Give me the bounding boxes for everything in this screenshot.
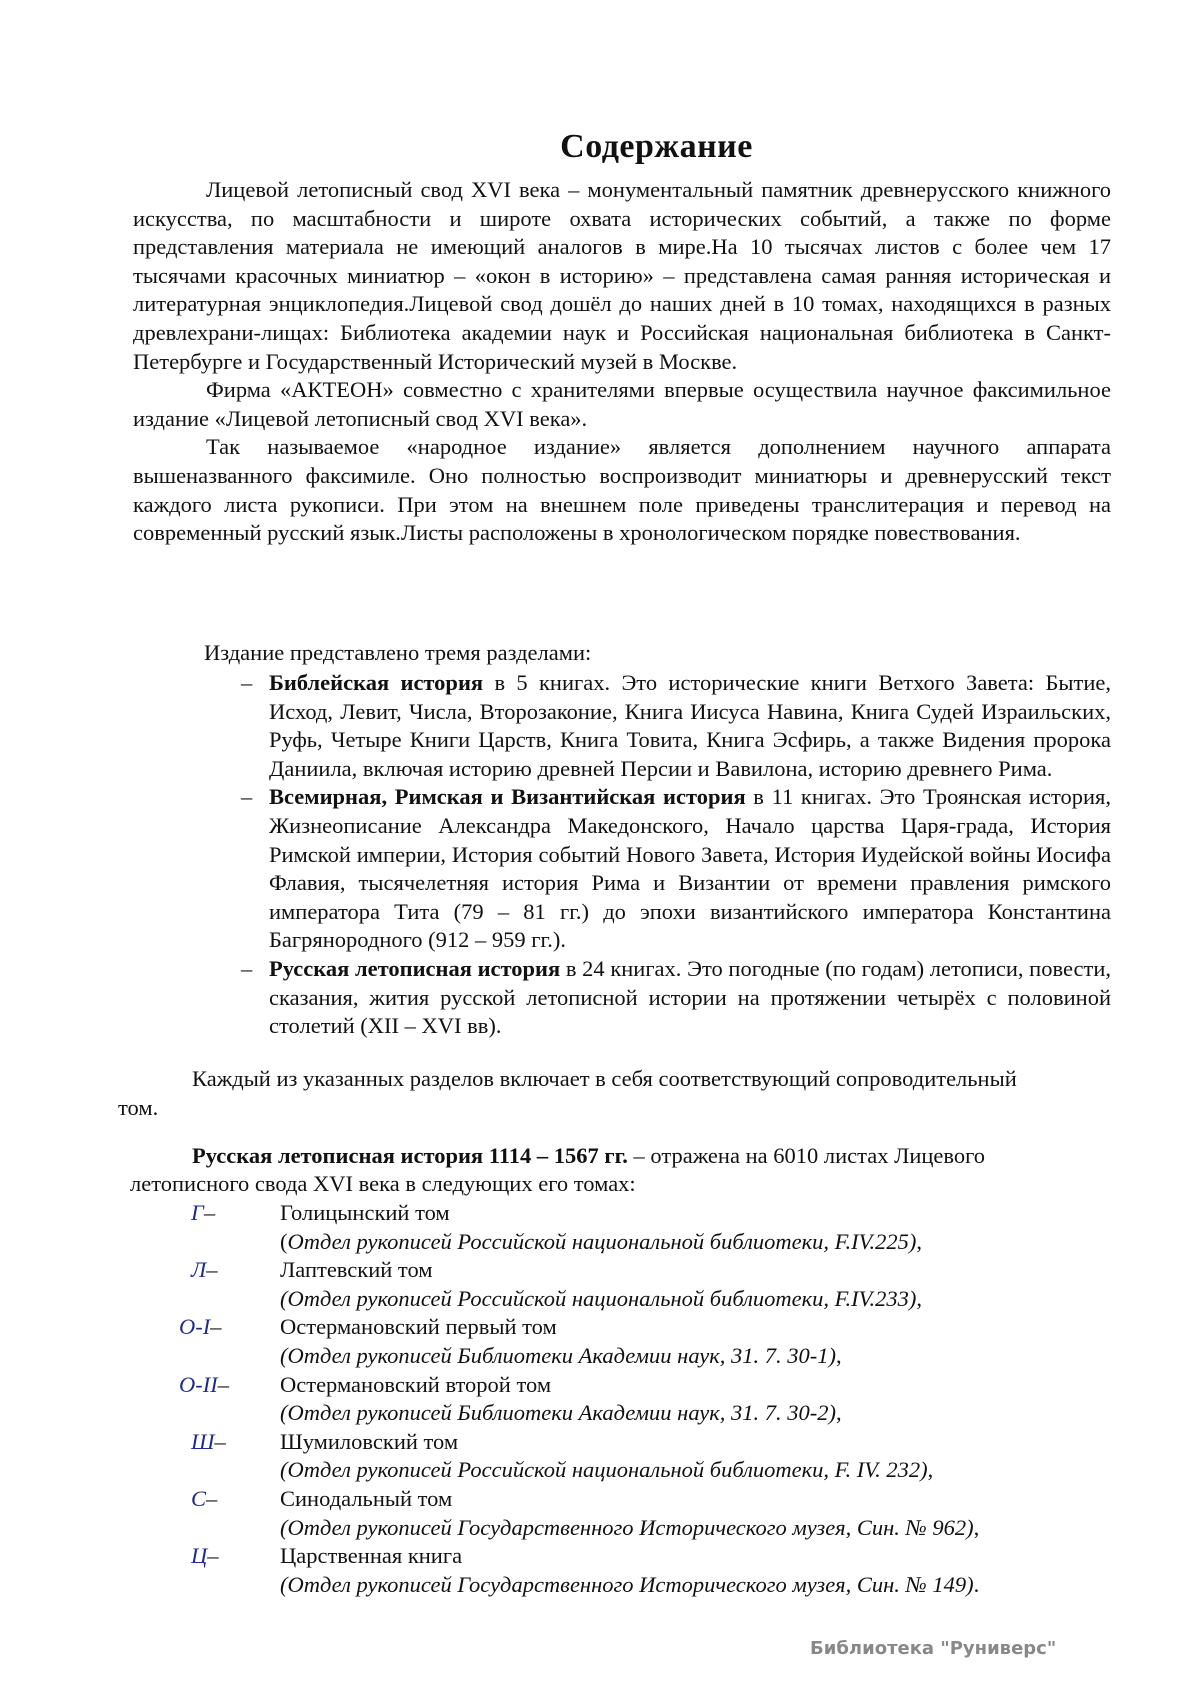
russian-history-title: Русская летописная история 1114 – 1567 гг.: [192, 1143, 628, 1168]
paragraph-folk-edition: Так называемое «народное издание» является дополнением научного аппарата вышеназванного факсимиле. Оно полностью воспроизводит миниатюры и древнерусский текст каждого листа рукописи. При этом на внешнем поле приведены транслитерация и перевод на современный русский язык.Листы расположены в хронологическом порядке повествования.: [133, 434, 1111, 546]
volume-code: Г–: [191, 1200, 216, 1225]
dash-bullet-icon: –: [241, 955, 253, 981]
volume-reference-row: [133, 1571, 1111, 1600]
section-description: в 11 книгах. Это Троянская история, Жизнеописание Александра Македонского, Начало царства Царя-града, История Римской империи, История событий Нового Завета, История Иудейской войны Иосифа Флавия, тысячелетняя история Рима и Византии от времени правления римского императора Тита (79 – 81 гг.) до эпохи византийского императора Константина Багрянородного (912 – 959 гг.).: [269, 784, 1112, 953]
paragraph-akteon: Фирма «АКТЕОН» совместно с хранителями впервые осуществила научное факсимильное издание «Лицевой летописный свод XVI века».: [133, 377, 1111, 431]
volume-reference-row: [133, 1456, 1111, 1485]
sections-note-line2: том.: [118, 1095, 159, 1120]
volume-reference-row: [133, 1342, 1111, 1371]
section-title: Всемирная, Римская и Византийская история: [269, 784, 746, 810]
sections-note-line1: Каждый из указанных разделов включает в себя соответствующий сопроводительный: [192, 1066, 1017, 1091]
volume-reference-row: [133, 1399, 1111, 1428]
volume-name: Остермановский второй том: [280, 1371, 552, 1397]
volume-reference: (Отдел рукописей Российской национальной библиотеки, F. IV. 232),: [280, 1457, 934, 1483]
volume-code: Л–: [191, 1257, 218, 1283]
volume-name: Царственная книга: [280, 1543, 463, 1569]
sections-intro: Издание представлено тремя разделами:: [204, 640, 592, 665]
volume-item: [133, 1371, 1111, 1400]
intro-text: [133, 176, 1111, 548]
volume-code: Ц–: [191, 1543, 219, 1569]
volume-reference: (Отдел рукописей Библиотеки Академии наук, 31. 7. 30-2),: [280, 1400, 842, 1426]
volume-reference-row: [133, 1228, 1111, 1257]
section-item-biblical: [241, 669, 1111, 783]
volume-reference: (Отдел рукописей Российской национальной библиотеки, F.IV.233),: [280, 1285, 922, 1311]
volume-code: С–: [191, 1485, 218, 1511]
volume-name: Остермановский первый том: [280, 1314, 557, 1340]
volume-code: Ш–: [191, 1428, 226, 1454]
russian-history-text: – отражена на 6010 листах Лицевого: [627, 1143, 986, 1168]
volume-reference-row: [133, 1285, 1111, 1314]
volume-item: [133, 1485, 1111, 1514]
volume-item: [133, 1313, 1111, 1342]
volume-reference: (Отдел рукописей Государственного Исторического музея, Син. № 149).: [280, 1571, 980, 1597]
footer-library-label: Библиотека "Руниверс": [810, 1638, 1057, 1659]
volume-code: О-II–: [179, 1371, 229, 1397]
volume-reference: (Отдел рукописей Государственного Исторического музея, Син. № 962),: [280, 1514, 980, 1540]
volume-reference-row: [133, 1514, 1111, 1543]
section-item-world-history: [241, 783, 1111, 955]
volume-name: Синодальный том: [280, 1485, 453, 1511]
section-title: Русская летописная история: [269, 955, 561, 981]
volume-item: [133, 1542, 1111, 1571]
volumes-list: [133, 1199, 1111, 1599]
sections-list: [241, 669, 1111, 1041]
dash-bullet-icon: –: [241, 670, 253, 695]
section-title: Библейская история: [269, 670, 484, 695]
volume-reference: (Отдел рукописей Библиотеки Академии наук, 31. 7. 30-1),: [280, 1342, 842, 1368]
section-description: в 24 книгах. Это погодные (по годам) летописи, повести, сказания, жития русской летописной истории на протяжении четырёх с половиной столетий (XII – XVI вв).: [269, 955, 1111, 1039]
russian-history-heading: [192, 1143, 985, 1169]
volume-item: [133, 1428, 1111, 1457]
section-item-russian-chronicle: [241, 955, 1111, 1041]
dash-bullet-icon: –: [241, 784, 253, 810]
volume-name: Шумиловский том: [280, 1428, 459, 1454]
volume-code: О-I–: [179, 1314, 222, 1340]
volume-name: Лаптевский том: [280, 1257, 433, 1283]
section-description: в 5 книгах. Это исторические книги Ветхого Завета: Бытие, Исход, Левит, Числа, Второзаконие, Книга Иисуса Навина, Книга Судей Израильских, Руфь, Четыре Книги Царств, Книга Товита, Книга Эсфирь, а также Видения пророка Даниила, включая историю древней Персии и Вавилона, историю древнего Рима.: [269, 670, 1111, 781]
russian-history-continuation: летописного свода XVI века в следующих его томах:: [130, 1171, 636, 1196]
volume-item: [133, 1256, 1111, 1285]
volume-reference: (Отдел рукописей Российской национальной библиотеки, F.IV.225),: [280, 1228, 922, 1254]
volume-item: [133, 1199, 1111, 1228]
page-title: Содержание: [560, 128, 753, 165]
volume-name: Голицынский том: [280, 1200, 450, 1225]
paragraph-intro: Лицевой летописный свод XVI века – монументальный памятник древнерусского книжного искусства, по масштабности и широте охвата исторических событий, а также по форме представления материала не имеющий аналогов в мире.На 10 тысячах листов с более чем 17 тысячами красочных миниатюр – «окон в историю» – представлена самая ранняя историческая и литературная энциклопедия.Лицевой свод дошёл до наших дней в 10 томах, находящихся в разных древлехрани-лищах: Библиотека академии наук и Российская национальная библиотека в Санкт-Петербурге и Государственный Исторический музей в Москве.: [133, 177, 1111, 374]
